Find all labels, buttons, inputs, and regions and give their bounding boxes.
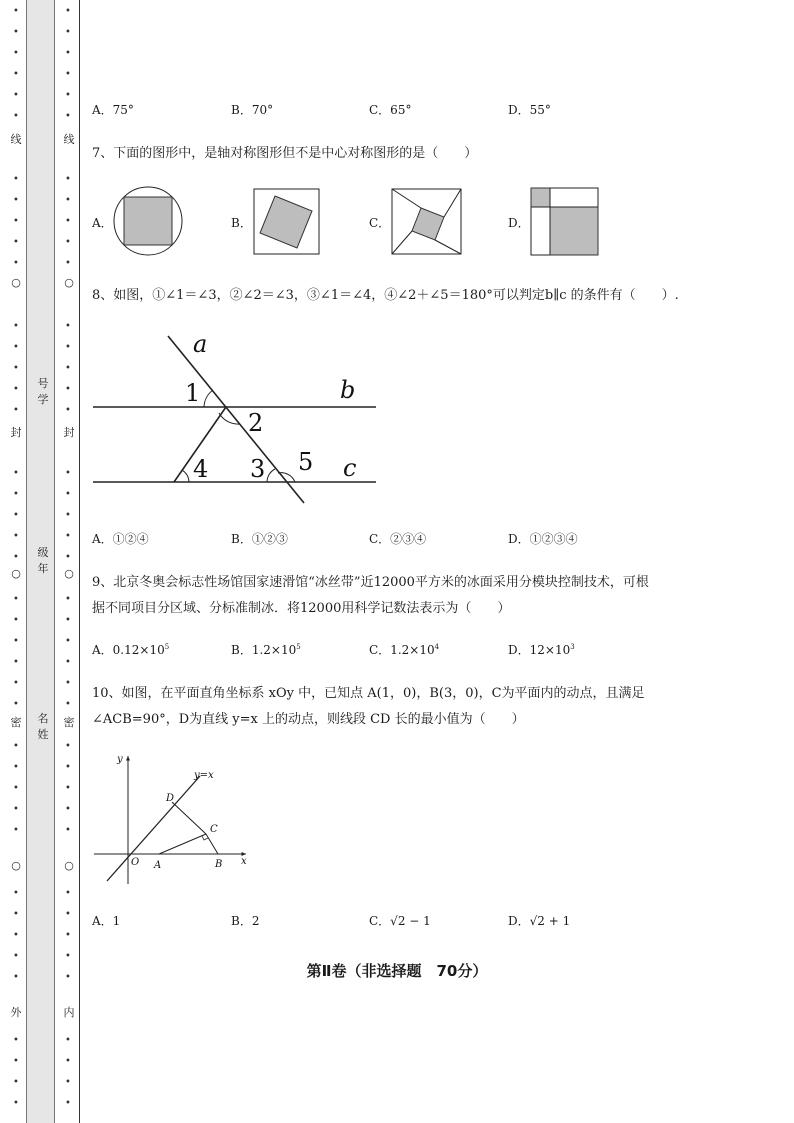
margin-dot: • [13,510,19,521]
margin-dot: • [13,6,19,17]
q6-option-a: A．75° [92,103,134,117]
margin-dot: • [13,951,19,962]
left-marker-feng: 封 [10,426,22,439]
margin-dot: • [13,699,19,710]
q10-label-line: y=x [194,770,214,781]
left-circle-2: ○ [11,567,21,580]
q8-label-c: c [343,454,357,482]
margin-dot: • [13,321,19,332]
margin-dot: • [13,1035,19,1046]
margin-dot: • [13,195,19,206]
margin-dot: • [65,90,71,101]
left-circle-3: ○ [11,859,21,872]
margin-dot: • [65,930,71,941]
margin-dot: • [65,888,71,899]
margin-dot: • [13,1098,19,1109]
margin-dot: • [65,615,71,626]
margin-dot: • [13,888,19,899]
q10-label-c: C [210,824,218,835]
margin-dot: • [65,762,71,773]
margin-dot: • [13,468,19,479]
q7-figure-c [391,188,463,256]
q7-figure-d [530,187,600,257]
q8-option-d: D．①②③④ [508,532,578,546]
q7-text: 7、下面的图形中，是轴对称图形但不是中心对称图形的是（ ） [92,146,478,161]
margin-dot: • [65,531,71,542]
margin-dot: • [65,636,71,647]
margin-dot: • [13,90,19,101]
q9-option-d: D．$12\times 10^3$ [508,643,575,657]
left-marker-xian: 线 [10,133,22,146]
margin-dot: • [13,1077,19,1088]
margin-dot: • [65,657,71,668]
q10-option-b: B．2 [231,914,260,928]
q10-text-line2: ∠ACB=90°，D为直线 y=x 上的动点，则线段 CD 长的最小值为（ ） [92,712,525,727]
q10-option-a: A．1 [92,914,121,928]
q7-label-c: C． [369,216,391,230]
margin-dot: • [65,237,71,248]
q9-option-a: A．$0.12\times 10^5$ [92,643,170,657]
q10-label-a: A [154,860,162,871]
margin-dot: • [65,195,71,206]
margin-dot: • [13,804,19,815]
q8-angle4-label: 4 [193,455,209,483]
margin-dot: • [65,384,71,395]
margin-dot: • [65,1077,71,1088]
margin-dot: • [65,489,71,500]
q10-figure [90,746,256,888]
margin-dot: • [13,216,19,227]
margin-dot: • [65,678,71,689]
margin-dot: • [65,699,71,710]
margin-dot: • [65,216,71,227]
q9-option-b: B．$1.2\times 10^5$ [231,643,301,657]
margin-dot: • [65,27,71,38]
q9-text-line2: 据不同项目分区域、分标准制冰．将12000用科学记数法表示为（ ） [92,601,511,616]
q7-figure-b [253,188,321,256]
margin-dot: • [65,951,71,962]
q10-label-d: D [166,793,175,804]
q7-label-b: B． [231,216,252,230]
margin-dot: • [65,972,71,983]
margin-dot: • [65,69,71,80]
label-class: 级年 [37,546,49,575]
margin-dot: • [13,741,19,752]
margin-dot: • [65,1035,71,1046]
margin-dot: • [13,636,19,647]
q9-option-c: C．$1.2\times 10^4$ [369,643,440,657]
q10-label-b: B [215,859,223,870]
margin-dot: • [13,111,19,122]
margin-dot: • [13,552,19,563]
margin-dot: • [65,741,71,752]
right-circle-3: ○ [64,859,74,872]
left-marker-mi: 密 [10,716,22,729]
q8-option-c: C．②③④ [369,532,427,546]
q7-label-d: D． [508,216,530,230]
margin-dot: • [13,342,19,353]
margin-dot: • [13,783,19,794]
right-marker-mi: 密 [63,716,75,729]
q10-label-o: O [131,857,140,868]
right-marker-nei: 内 [63,1006,75,1019]
margin-dot: • [65,909,71,920]
q10-segment-cb [206,834,218,854]
q8-text: 8、如图，①∠1＝∠3，②∠2＝∠3，③∠1＝∠4，④∠2＋∠5＝180°可以判定b∥c 的条件有（ ）. [92,288,679,303]
margin-dot: • [13,762,19,773]
margin-dot: • [13,615,19,626]
q8-angle2-arc [219,413,240,424]
q8-angle2-label: 2 [248,409,264,437]
q8-angle3-arc [267,469,275,482]
q8-angle5-label: 5 [298,448,314,476]
q10-option-c: C．√2 − 1 [369,914,431,928]
label-name: 名姓 [37,712,49,741]
right-marker-xian: 线 [63,133,75,146]
q8-angle1-arc [204,390,213,407]
margin-border-line [79,0,80,1123]
margin-dot: • [13,363,19,374]
q10-label-y: y [117,754,123,765]
margin-dot: • [13,594,19,605]
right-circle-2: ○ [64,567,74,580]
q8-angle4-arc [182,470,189,482]
left-circle-1: ○ [11,276,21,289]
q8-label-a: a [193,330,208,358]
margin-dot: • [13,930,19,941]
q10-label-x: x [241,856,247,867]
right-circle-1: ○ [64,276,74,289]
margin-dot: • [13,1056,19,1067]
q8-figure [90,328,382,510]
margin-dot: • [65,174,71,185]
q8-angle3-label: 3 [250,455,266,483]
right-marker-feng: 封 [63,426,75,439]
margin-dot: • [13,237,19,248]
left-marker-wai: 外 [10,1006,22,1019]
q8-label-b: b [340,376,356,404]
margin-dot: • [65,510,71,521]
margin-dot: • [65,825,71,836]
margin-dot: • [13,489,19,500]
q10-segment-ac [159,834,206,854]
q6-option-c: C．65° [369,103,412,117]
margin-dot: • [13,678,19,689]
margin-dot: • [65,804,71,815]
margin-dot: • [65,258,71,269]
q7-label-a: A． [92,216,113,230]
q8-option-a: A．①②④ [92,532,149,546]
q7-figure-a [113,186,185,258]
margin-dot: • [65,1098,71,1109]
margin-dot: • [13,531,19,542]
q10-text-line1: 10、如图，在平面直角坐标系 xOy 中，已知点 A(1，0)，B(3，0)，C为平面内的动点，且满足 [92,686,645,701]
margin-dot: • [65,48,71,59]
margin-dot: • [65,405,71,416]
margin-dot: • [13,657,19,668]
margin-dot: • [65,342,71,353]
margin-dot: • [13,972,19,983]
margin-dot: • [13,909,19,920]
margin-dot: • [65,1056,71,1067]
margin-dot: • [13,258,19,269]
margin-dot: • [65,6,71,17]
margin-dot: • [65,363,71,374]
q8-option-b: B．①②③ [231,532,288,546]
margin-dot: • [13,825,19,836]
margin-dot: • [13,405,19,416]
margin-dot: • [65,552,71,563]
margin-dot: • [13,48,19,59]
margin-dot: • [65,321,71,332]
margin-dot: • [13,174,19,185]
margin-dot: • [65,783,71,794]
margin-dot: • [13,69,19,80]
q9-text-line1: 9、北京冬奥会标志性场馆国家速滑馆“冰丝带”近12000平方米的冰面采用分模块控制技术，可根 [92,575,649,590]
margin-dot: • [13,27,19,38]
label-student-number: 号学 [37,377,49,406]
q6-option-d: D．55° [508,103,551,117]
margin-dot: • [65,468,71,479]
section-title: 第Ⅱ卷（非选择题 70分） [306,962,488,980]
margin-dot: • [65,594,71,605]
q8-angle1-label: 1 [185,379,201,407]
q6-option-b: B．70° [231,103,274,117]
margin-dot: • [65,111,71,122]
q10-segment-dc [172,802,206,834]
margin-dot: • [13,384,19,395]
q10-option-d: D．√2 + 1 [508,914,571,928]
